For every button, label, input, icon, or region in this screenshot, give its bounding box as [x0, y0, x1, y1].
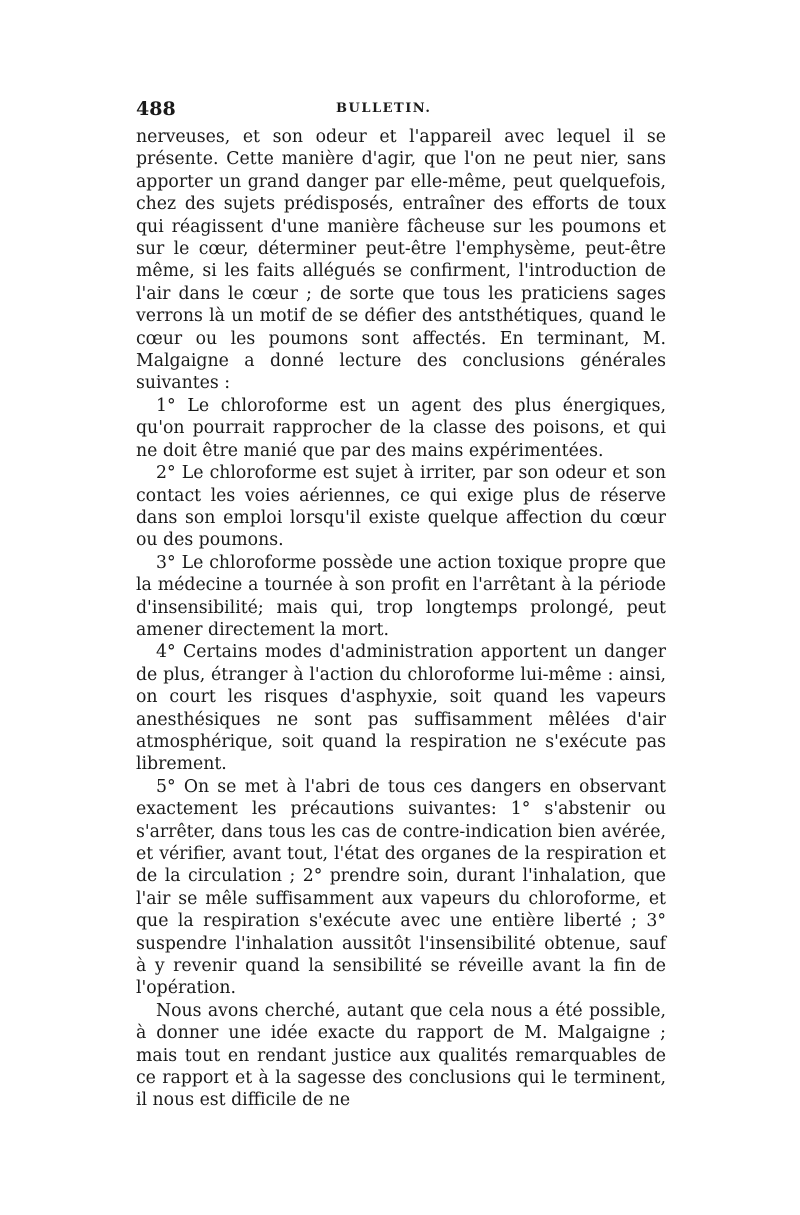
conclusion-2: 2° Le chloroforme est sujet à irriter, par son odeur et son contact les voies aériennes, ce qui exige plus de réserve dans son emploi lorsqu'il existe quelque affection du cœur ou des poumons. [136, 463, 666, 551]
paragraph-continuation: nerveuses, et son odeur et l'appareil avec lequel il se présente. Cette manière d'agir, que l'on ne peut nier, sans apporter un grand danger par elle-même, peut quelquefois, chez des sujets prédisposés, entraîner des efforts de toux qui réagissent d'une manière fâcheuse sur les poumons et sur le cœur, déterminer peut-être l'emphysème, peut-être même, si les faits allégués se confirment, l'introduction de l'air dans le cœur ; de sorte que tous les praticiens sages verrons là un motif de se défier des antsthétiques, quand le cœur ou les poumons sont affectés. En terminant, M. Malgaigne a donné lecture des conclusions générales suivantes : [136, 127, 666, 394]
running-head [136, 98, 666, 124]
body-text [136, 126, 666, 1112]
running-title: BULLETIN. [336, 101, 432, 116]
book-page [136, 98, 666, 1112]
closing-paragraph: Nous avons cherché, autant que cela nous a été possible, à donner une idée exacte du rapport de M. Malgaigne ; mais tout en rendant justice aux qualités remarquables de ce rapport et à la sagesse des conclusions qui le terminent, il nous est difficile de ne [136, 1000, 666, 1111]
conclusion-5: 5° On se met à l'abri de tous ces dangers en observant exactement les précautions suivantes: 1° s'abstenir ou s'arrêter, dans tous les cas de contre-indication bien avérée, et vérifier, avant tout, l'état des organes de la respiration et de la circulation ; 2° prendre soin, durant l'inhalation, que l'air se mêle suffisamment aux vapeurs du chloroforme, et que la respiration s'exécute avec une entière liberté ; 3° suspendre l'inhalation aussitôt l'insensibilité obtenue, sauf à y revenir quand la sensibilité se réveille avant la fin de l'opération. [136, 776, 666, 999]
conclusion-4: 4° Certains modes d'administration apportent un danger de plus, étranger à l'action du chloroforme lui-même : ainsi, on court les risques d'asphyxie, soit quand les vapeurs anesthésiques ne sont pas suffisamment mêlées d'air atmosphérique, soit quand la respiration ne s'exécute pas librement. [136, 642, 666, 775]
conclusion-3: 3° Le chloroforme possède une action toxique propre que la médecine a tournée à son profit en l'arrêtant à la période d'insensibilité; mais qui, trop longtemps prolongé, peut amener directement la mort. [136, 552, 666, 640]
page-number: 488 [136, 98, 176, 120]
conclusion-1: 1° Le chloroforme est un agent des plus énergiques, qu'on pourrait rapprocher de la classe des poisons, et qui ne doit être manié que par des mains expérimentées. [136, 395, 666, 461]
